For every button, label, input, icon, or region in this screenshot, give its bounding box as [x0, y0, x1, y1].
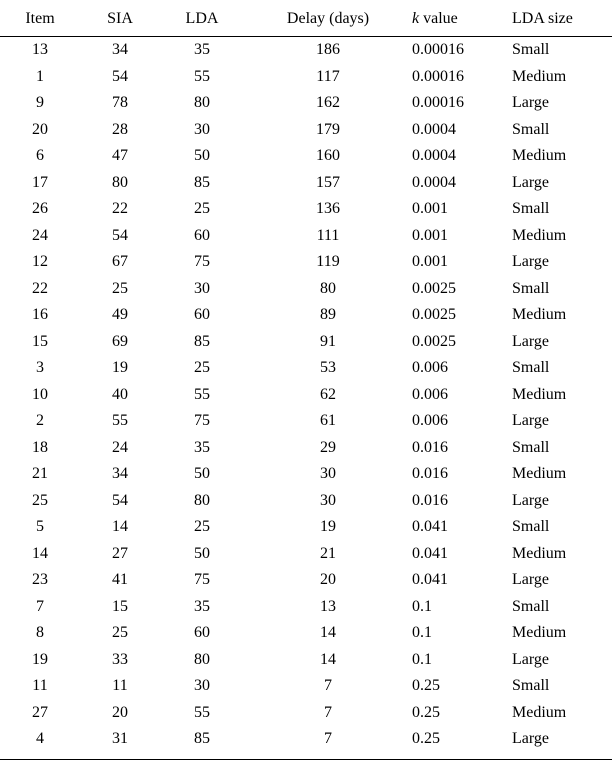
cell-k-value: 0.006 [412, 412, 448, 430]
cell-sia: 24 [112, 438, 128, 456]
cell-k-value: 0.1 [412, 624, 432, 642]
cell-sia: 34 [112, 41, 128, 59]
table-row [0, 223, 612, 250]
cell-sia: 80 [112, 173, 128, 191]
cell-delay: 7 [324, 677, 332, 695]
cell-k-value: 0.0025 [412, 279, 456, 297]
cell-item: 21 [32, 465, 48, 483]
cell-lda-size: Small [512, 597, 550, 615]
cell-lda-size: Large [512, 332, 550, 350]
cell-delay: 61 [320, 412, 336, 430]
cell-k-value: 0.00016 [412, 41, 464, 59]
cell-k-value: 0.041 [412, 544, 448, 562]
cell-lda-size: Medium [512, 226, 567, 244]
cell-item: 5 [36, 518, 44, 536]
cell-lda: 35 [194, 438, 210, 456]
cell-item: 2 [36, 412, 44, 430]
cell-k-value: 0.016 [412, 491, 448, 509]
table-row [0, 170, 612, 197]
cell-sia: 25 [112, 279, 128, 297]
cell-delay: 89 [320, 306, 336, 324]
table-row [0, 276, 612, 303]
cell-k-value: 0.041 [412, 518, 448, 536]
cell-k-value: 0.00016 [412, 94, 464, 112]
table-header-row [0, 0, 612, 37]
cell-item: 14 [32, 544, 48, 562]
cell-item: 16 [32, 306, 48, 324]
cell-item: 9 [36, 94, 44, 112]
cell-lda-size: Large [512, 173, 550, 191]
cell-item: 22 [32, 279, 48, 297]
cell-k-value: 0.006 [412, 385, 448, 403]
cell-item: 8 [36, 624, 44, 642]
cell-lda: 50 [194, 147, 210, 165]
cell-delay: 30 [320, 491, 336, 509]
cell-item: 10 [32, 385, 48, 403]
cell-delay: 136 [316, 200, 340, 218]
cell-delay: 19 [320, 518, 336, 536]
cell-lda: 60 [194, 306, 210, 324]
cell-item: 20 [32, 120, 48, 138]
cell-item: 18 [32, 438, 48, 456]
cell-sia: 69 [112, 332, 128, 350]
table-row [0, 514, 612, 541]
cell-k-value: 0.001 [412, 253, 448, 271]
cell-lda-size: Small [512, 200, 550, 218]
table-row [0, 673, 612, 700]
cell-item: 27 [32, 703, 48, 721]
cell-k-value: 0.25 [412, 677, 440, 695]
cell-sia: 20 [112, 703, 128, 721]
column-header-lda: LDA [185, 10, 219, 27]
cell-k-value: 0.0025 [412, 332, 456, 350]
cell-lda: 60 [194, 226, 210, 244]
cell-lda: 80 [194, 650, 210, 668]
footer-rule [0, 759, 612, 760]
table-body [0, 37, 612, 753]
cell-item: 12 [32, 253, 48, 271]
cell-lda-size: Small [512, 41, 550, 59]
cell-lda-size: Small [512, 359, 550, 377]
cell-k-value: 0.0004 [412, 173, 456, 191]
cell-lda-size: Large [512, 94, 550, 112]
cell-sia: 67 [112, 253, 128, 271]
table-row [0, 64, 612, 91]
cell-lda-size: Large [512, 253, 550, 271]
cell-lda-size: Medium [512, 544, 567, 562]
column-header-sia: SIA [107, 10, 133, 27]
cell-item: 6 [36, 147, 44, 165]
cell-delay: 186 [316, 41, 340, 59]
cell-delay: 7 [324, 730, 332, 748]
cell-k-value: 0.041 [412, 571, 448, 589]
cell-lda: 75 [194, 571, 210, 589]
cell-k-value: 0.016 [412, 438, 448, 456]
cell-lda: 35 [194, 597, 210, 615]
cell-k-value: 0.006 [412, 359, 448, 377]
cell-lda-size: Small [512, 279, 550, 297]
cell-lda: 75 [194, 253, 210, 271]
cell-lda: 35 [194, 41, 210, 59]
cell-lda: 80 [194, 491, 210, 509]
cell-sia: 31 [112, 730, 128, 748]
cell-k-value: 0.25 [412, 703, 440, 721]
cell-item: 19 [32, 650, 48, 668]
table-row [0, 594, 612, 621]
cell-lda: 85 [194, 332, 210, 350]
cell-delay: 13 [320, 597, 336, 615]
cell-lda: 25 [194, 200, 210, 218]
table-row [0, 302, 612, 329]
cell-k-value: 0.0004 [412, 147, 456, 165]
cell-sia: 49 [112, 306, 128, 324]
column-header-delay: Delay (days) [286, 10, 370, 27]
cell-sia: 47 [112, 147, 128, 165]
table-row [0, 90, 612, 117]
cell-delay: 162 [316, 94, 340, 112]
cell-item: 11 [32, 677, 48, 695]
cell-delay: 29 [320, 438, 336, 456]
cell-delay: 14 [320, 650, 336, 668]
cell-lda: 75 [194, 412, 210, 430]
column-header-k-value [412, 0, 512, 37]
cell-k-value: 0.1 [412, 597, 432, 615]
cell-sia: 78 [112, 94, 128, 112]
cell-k-value: 0.001 [412, 226, 448, 244]
cell-lda-size: Large [512, 491, 550, 509]
table-row [0, 408, 612, 435]
cell-sia: 54 [112, 226, 128, 244]
cell-k-value: 0.001 [412, 200, 448, 218]
table-row [0, 461, 612, 488]
cell-item: 13 [32, 41, 48, 59]
cell-lda-size: Medium [512, 306, 567, 324]
table-row [0, 620, 612, 647]
table-row [0, 435, 612, 462]
cell-item: 17 [32, 173, 48, 191]
cell-lda-size: Large [512, 412, 550, 430]
cell-lda: 30 [194, 120, 210, 138]
cell-item: 25 [32, 491, 48, 509]
cell-lda-size: Medium [512, 703, 567, 721]
k-symbol: k [412, 10, 420, 27]
cell-lda-size: Medium [512, 465, 567, 483]
cell-k-value: 0.00016 [412, 67, 464, 85]
cell-k-value: 0.1 [412, 650, 432, 668]
cell-lda: 55 [194, 385, 210, 403]
k-value-suffix: value [419, 10, 458, 27]
cell-item: 4 [36, 730, 44, 748]
cell-k-value: 0.25 [412, 730, 440, 748]
cell-lda: 25 [194, 359, 210, 377]
cell-sia: 55 [112, 412, 128, 430]
cell-delay: 117 [316, 67, 340, 85]
table-row [0, 329, 612, 356]
cell-sia: 22 [112, 200, 128, 218]
cell-lda-size: Small [512, 438, 550, 456]
table-row [0, 647, 612, 674]
cell-lda: 85 [194, 730, 210, 748]
cell-delay: 21 [320, 544, 336, 562]
cell-sia: 54 [112, 491, 128, 509]
cell-sia: 54 [112, 67, 128, 85]
table-row [0, 382, 612, 409]
cell-delay: 14 [320, 624, 336, 642]
cell-k-value: 0.016 [412, 465, 448, 483]
cell-lda: 25 [194, 518, 210, 536]
column-header-lda-size: LDA size [512, 10, 573, 27]
cell-sia: 34 [112, 465, 128, 483]
cell-lda-size: Medium [512, 385, 567, 403]
table-row [0, 488, 612, 515]
cell-lda: 80 [194, 94, 210, 112]
cell-delay: 53 [320, 359, 336, 377]
cell-sia: 41 [112, 571, 128, 589]
cell-lda: 60 [194, 624, 210, 642]
cell-delay: 160 [316, 147, 340, 165]
cell-delay: 119 [316, 253, 340, 271]
cell-lda-size: Large [512, 650, 550, 668]
cell-sia: 19 [112, 359, 128, 377]
cell-item: 24 [32, 226, 48, 244]
cell-delay: 20 [320, 571, 336, 589]
cell-lda: 55 [194, 67, 210, 85]
cell-sia: 40 [112, 385, 128, 403]
cell-lda-size: Large [512, 730, 550, 748]
cell-sia: 28 [112, 120, 128, 138]
table-row [0, 700, 612, 727]
cell-delay: 111 [316, 226, 340, 244]
column-header-item: Item [25, 10, 55, 27]
cell-sia: 25 [112, 624, 128, 642]
cell-lda: 30 [194, 677, 210, 695]
cell-sia: 15 [112, 597, 128, 615]
cell-delay: 30 [320, 465, 336, 483]
cell-k-value: 0.0004 [412, 120, 456, 138]
cell-lda: 50 [194, 465, 210, 483]
cell-sia: 27 [112, 544, 128, 562]
cell-lda-size: Small [512, 120, 550, 138]
cell-lda-size: Medium [512, 624, 567, 642]
cell-lda-size: Medium [512, 67, 567, 85]
cell-delay: 62 [320, 385, 336, 403]
cell-item: 26 [32, 200, 48, 218]
cell-sia: 33 [112, 650, 128, 668]
cell-item: 1 [36, 67, 44, 85]
cell-delay: 80 [320, 279, 336, 297]
table-row [0, 196, 612, 223]
cell-lda-size: Medium [512, 147, 567, 165]
cell-sia: 11 [112, 677, 128, 695]
cell-delay: 157 [316, 173, 340, 191]
table-row [0, 726, 612, 753]
table-row [0, 249, 612, 276]
cell-item: 23 [32, 571, 48, 589]
cell-sia: 14 [112, 518, 128, 536]
table-row [0, 117, 612, 144]
cell-lda-size: Small [512, 677, 550, 695]
table-row [0, 355, 612, 382]
cell-item: 15 [32, 332, 48, 350]
cell-lda-size: Small [512, 518, 550, 536]
cell-delay: 91 [320, 332, 336, 350]
table-row [0, 567, 612, 594]
cell-item: 3 [36, 359, 44, 377]
table-row [0, 541, 612, 568]
cell-lda: 30 [194, 279, 210, 297]
cell-item: 7 [36, 597, 44, 615]
cell-delay: 7 [324, 703, 332, 721]
cell-lda: 50 [194, 544, 210, 562]
cell-lda: 55 [194, 703, 210, 721]
cell-lda: 85 [194, 173, 210, 191]
table-row [0, 143, 612, 170]
cell-lda-size: Large [512, 571, 550, 589]
cell-delay: 179 [316, 120, 340, 138]
table-row [0, 37, 612, 64]
cell-k-value: 0.0025 [412, 306, 456, 324]
